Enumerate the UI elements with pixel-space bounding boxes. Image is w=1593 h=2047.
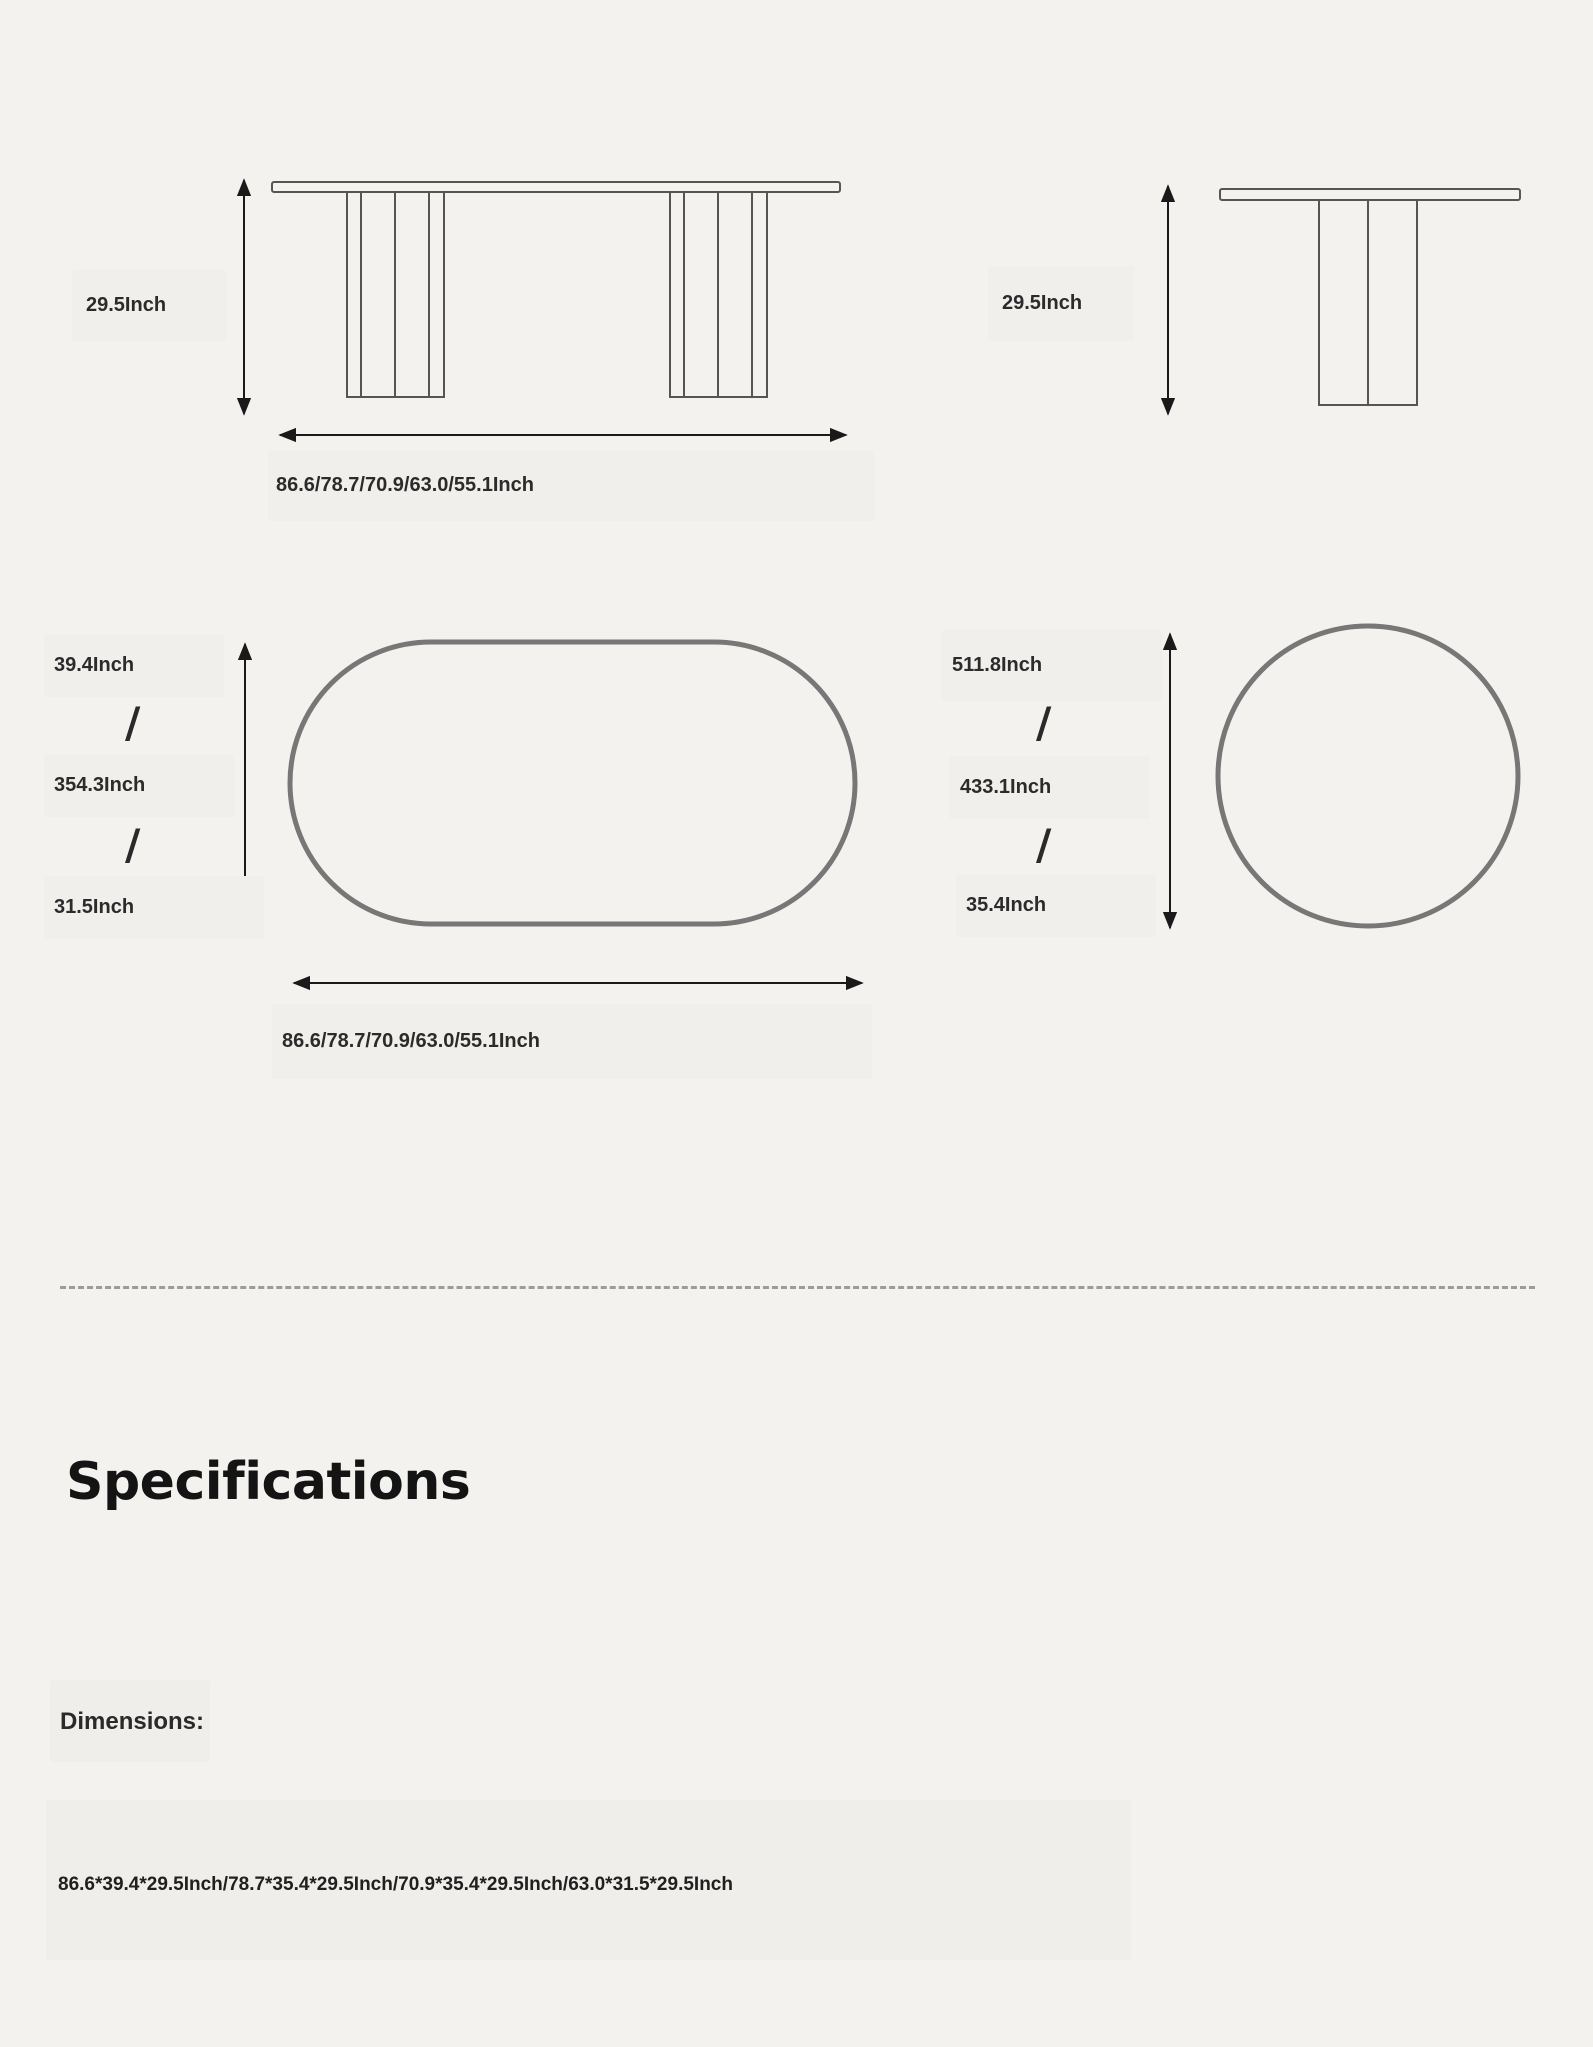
oval-table-top-view	[290, 642, 855, 924]
oval-width-separator-2: /	[125, 820, 141, 869]
specifications-title: Specifications	[66, 1452, 471, 1512]
oval-width-label-2: 354.3Inch	[44, 754, 234, 817]
oval-width-label-3: 31.5Inch	[44, 876, 264, 939]
round-table-side-view	[1220, 189, 1520, 405]
dimensions-value: 86.6*39.4*29.5Inch/78.7*35.4*29.5Inch/70.9*35.4*29.5Inch/63.0*31.5*29.5Inch	[58, 1874, 733, 1895]
dimensions-label: Dimensions:	[60, 1708, 205, 1735]
round-height-label: 29.5Inch	[988, 266, 1134, 341]
rect-table-side-view	[272, 182, 840, 397]
oval-length-label: 86.6/78.7/70.9/63.0/55.1Inch	[272, 1004, 872, 1079]
oval-width-label-1: 39.4Inch	[44, 634, 224, 697]
round-diameter-separator-1: /	[1036, 698, 1052, 747]
round-diameter-label-1: 511.8Inch	[942, 630, 1162, 701]
round-diameter-separator-2: /	[1036, 820, 1052, 869]
round-diameter-label-2: 433.1Inch	[950, 756, 1150, 819]
rect-length-label: 86.6/78.7/70.9/63.0/55.1Inch	[268, 450, 874, 521]
rect-height-label: 29.5Inch	[72, 270, 226, 341]
round-table-top	[1220, 189, 1520, 200]
section-divider	[60, 1286, 1535, 1289]
rect-table-top	[272, 182, 840, 192]
dimensions-value-box	[46, 1800, 1131, 1960]
oval-width-separator-1: /	[125, 698, 141, 747]
round-diameter-label-3: 35.4Inch	[956, 874, 1156, 937]
round-table-top-view	[1218, 626, 1518, 926]
dimensions-label-box	[50, 1680, 210, 1762]
